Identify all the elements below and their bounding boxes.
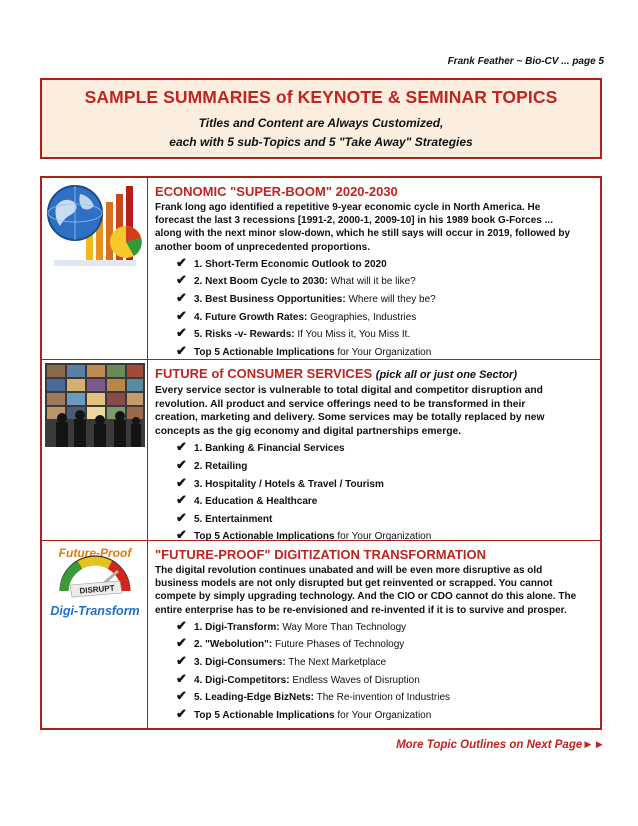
topic-row-consumer-services	[42, 360, 600, 541]
description-line: compete by simply upgrading technology. And the CIO or CDO cannot do this alone. The	[155, 591, 577, 603]
logo-banner-text: DISRUPT	[79, 583, 115, 596]
checkmark-icon: ✔	[176, 456, 187, 472]
description-line: Frank long ago identified a repetitive 9-year economic cycle in North America. He	[155, 202, 541, 213]
checkmark-icon: ✔	[176, 653, 187, 668]
checkmark-icon: ✔	[176, 509, 187, 525]
checkmark-icon: ✔	[176, 325, 187, 341]
subtitle-line-1: Titles and Content are Always Customized,	[198, 116, 444, 130]
checkmark-icon: ✔	[176, 635, 187, 651]
topic-row-digitization	[42, 541, 600, 728]
description-line: creation, marketing and delivery. Some services may be totally replaced by new	[155, 412, 545, 424]
list-item: ✔ 4. Future Growth Rates: Geographies, Industries	[176, 307, 417, 323]
topic-content-economic	[148, 178, 600, 360]
topic-description	[155, 564, 594, 617]
list-item: ✔ Top 5 Actionable Implications for Your Organization	[176, 342, 432, 358]
topic-title: FUTURE of CONSUMER SERVICES (pick all or just one Sector)	[155, 366, 517, 381]
list-item: ✔ Top 5 Actionable Implications for Your Organization	[176, 705, 432, 721]
list-item: ✔ 1. Banking & Financial Services	[176, 439, 345, 455]
checkmark-icon: ✔	[176, 617, 187, 633]
topic-content-digitization	[148, 541, 600, 723]
topic-description	[155, 201, 594, 254]
checkmark-icon: ✔	[176, 474, 187, 490]
video-wall-image	[42, 360, 148, 540]
logo-bottom-text: Digi-Transform	[50, 604, 140, 618]
description-line: entire enterprise has to be re-envisioned and re-invented if it is to survive and prosper.	[155, 604, 567, 616]
checkmark-icon: ✔	[176, 254, 187, 270]
subtitle-line-2: each with 5 sub-Topics and 5 "Take Away" Strategies	[169, 135, 473, 149]
globe-chart-image	[42, 178, 148, 359]
description-line: another boom of unprecedented proportions.	[155, 241, 370, 253]
list-item: ✔ 1. Digi-Transform: Way More Than Technology	[176, 617, 407, 633]
description-line: Every service sector is vulnerable to total digital and competitor disruption and	[155, 385, 543, 396]
list-item: ✔ 5. Leading-Edge BizNets: The Re-invention of Industries	[176, 688, 451, 704]
subtopic-list	[176, 618, 594, 724]
description-line: business models are not only disrupted but get reinvented or scrapped. You cannot	[155, 578, 553, 590]
topic-qualifier: (pick all or just one Sector)	[375, 369, 517, 381]
checkmark-icon: ✔	[176, 290, 187, 305]
description-line: forecast the last 3 recessions [1991-2, 2000-1, 2009-10] in his 1989 book G-Forces ...	[155, 215, 553, 227]
list-item: ✔ 3. Digi-Consumers: The Next Marketplace	[176, 653, 387, 668]
list-item: ✔ 3. Best Business Opportunities: Where will they be?	[176, 290, 436, 305]
checkmark-icon: ✔	[176, 439, 187, 455]
logo-top-text: Future-Proof	[58, 546, 132, 560]
checkmark-icon: ✔	[176, 705, 187, 721]
list-item: ✔ 5. Risks -v- Rewards: If You Miss it, You Miss It.	[176, 325, 411, 341]
future-proof-logo	[42, 541, 148, 728]
description-line: The digital revolution continues unabated and will be even more disruptive as old	[155, 565, 543, 576]
list-item: ✔ 4. Digi-Competitors: Endless Waves of Disruption	[176, 670, 420, 686]
subtopic-list	[176, 255, 594, 361]
description-line: along with the next minor slow-down, which he still says will occur in 2019, followed by	[155, 228, 571, 240]
topics-table	[40, 176, 602, 730]
checkmark-icon: ✔	[176, 342, 187, 358]
checkmark-icon: ✔	[176, 272, 187, 288]
title-box	[40, 78, 602, 159]
topic-description	[155, 384, 594, 438]
list-item: ✔ 2. "Webolution": Future Phases of Technology	[176, 635, 405, 651]
page-title: SAMPLE SUMMARIES of KEYNOTE & SEMINAR TOPICS	[84, 87, 558, 107]
subtopic-list	[176, 439, 594, 545]
checkmark-icon: ✔	[176, 527, 187, 543]
topic-title: "FUTURE-PROOF" DIGITIZATION TRANSFORMATION	[155, 547, 487, 562]
list-item: ✔ 2. Next Boom Cycle to 2030: What will it be like?	[176, 272, 416, 288]
list-item: ✔ 3. Hospitality / Hotels & Travel / Tourism	[176, 474, 384, 490]
list-item: ✔ Top 5 Actionable Implications for Your Organization	[176, 527, 432, 543]
description-line: concepts as the gig economy and digital partnerships emerge.	[155, 425, 462, 437]
list-item: ✔ 2. Retailing	[176, 456, 248, 472]
list-item: ✔ 4. Education & Healthcare	[176, 492, 318, 508]
topic-content-consumer-services	[148, 360, 600, 545]
checkmark-icon: ✔	[176, 492, 187, 508]
running-head: Frank Feather ~ Bio-CV ... page 5	[447, 56, 604, 67]
topic-row-economic	[42, 178, 600, 360]
checkmark-icon: ✔	[176, 670, 187, 686]
checkmark-icon: ✔	[176, 307, 187, 323]
list-item: ✔ 1. Short-Term Economic Outlook to 2020	[176, 254, 387, 270]
list-item: ✔ 5. Entertainment	[176, 509, 273, 525]
next-page-link[interactable]: More Topic Outlines on Next Page►►	[396, 739, 605, 751]
topic-title: ECONOMIC "SUPER-BOOM" 2020-2030	[155, 184, 398, 199]
checkmark-icon: ✔	[176, 688, 187, 704]
description-line: revolution. All product and service offerings need to be transformed in their	[155, 398, 526, 410]
